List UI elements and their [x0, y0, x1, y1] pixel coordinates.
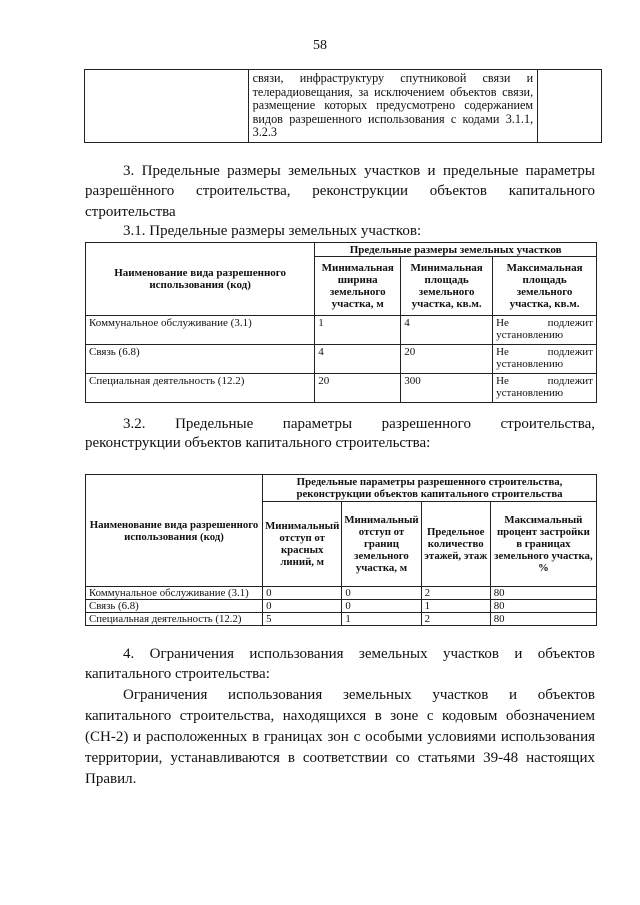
land-plot-size-table — [85, 242, 597, 403]
column-group-header: Предельные размеры земельных участков — [315, 243, 597, 257]
table-cell: 4 — [401, 316, 493, 345]
table-cell: 20 — [315, 374, 401, 403]
table-cell — [85, 70, 249, 143]
table-cell: Не подлежит установлению — [493, 374, 597, 403]
table-cell: 2 — [421, 587, 490, 600]
table-cell: 0 — [342, 600, 421, 613]
table-cell — [538, 70, 602, 143]
column-header-name: Наименование вида разрешенного использования (код) — [86, 475, 263, 587]
section-3-heading-line-2: разрешённого строительства, реконструкции объектов капитального — [85, 183, 595, 199]
table-cell: Не подлежит установлению — [493, 345, 597, 374]
table-cell: 1 — [315, 316, 401, 345]
table-cell: 2 — [421, 613, 490, 626]
column-header-name: Наименование вида разрешенного использования (код) — [86, 243, 315, 316]
table-header-row — [86, 243, 597, 257]
table-cell: 0 — [263, 600, 342, 613]
column-header-min-area: Минимальная площадь земельного участка, кв.м. — [401, 257, 493, 316]
column-group-header: Предельные параметры разрешенного строительства, реконструкции объектов капитального строительства — [263, 475, 597, 502]
table-row — [86, 613, 597, 626]
table-header-row — [86, 475, 597, 502]
table-row — [86, 600, 597, 613]
table-cell: 300 — [401, 374, 493, 403]
continuation-table — [84, 69, 602, 143]
column-header-boundaries: Минимальный отступ от границ земельного участка, м — [342, 502, 421, 587]
table-cell: 80 — [490, 613, 596, 626]
table-cell: связи, инфраструктуру спутниковой связи и телерадиовещания, за исключением объектов связи, размещение которых предусмотрено содержанием видов разрешенного использования с кодами 3.1.1, 3.2.3 — [248, 70, 538, 143]
column-header-floors: Предельное количество этажей, этаж — [421, 502, 490, 587]
table-cell: 1 — [421, 600, 490, 613]
construction-parameters-table — [85, 474, 597, 626]
table-cell: 4 — [315, 345, 401, 374]
table-row — [86, 587, 597, 600]
section-3-2-heading-line-2: реконструкции объектов капитального строительства: — [85, 435, 431, 451]
section-4-paragraph: Ограничения использования земельных участков и объектов капитального строительства, находящихся в зоне с кодовым обозначением (СН-2) и расположенных в границах зон с особыми условиями использования территории, устанавливаются в соответствии со статьями 39-48 настоящих Правил. — [85, 687, 595, 787]
table-cell: 1 — [342, 613, 421, 626]
table-cell: Связь (6.8) — [86, 600, 263, 613]
table-cell: Связь (6.8) — [86, 345, 315, 374]
table-row — [86, 374, 597, 403]
table-cell: 80 — [490, 600, 596, 613]
table-cell: 20 — [401, 345, 493, 374]
column-header-red-lines: Минимальный отступ от красных линий, м — [263, 502, 342, 587]
table-row — [85, 70, 602, 143]
table-row — [86, 316, 597, 345]
section-3-heading-line-1: 3. Предельные размеры земельных участков и предельные параметры — [123, 163, 595, 179]
table-row — [86, 345, 597, 374]
section-4-heading-line-2: капитального строительства: — [85, 666, 270, 682]
column-header-max-area: Максимальная площадь земельного участка, кв.м. — [493, 257, 597, 316]
table-cell: 0 — [342, 587, 421, 600]
table-cell: Не подлежит установлению — [493, 316, 597, 345]
table-cell: Коммунальное обслуживание (3.1) — [86, 587, 263, 600]
section-3-heading-line-3: строительства — [85, 204, 176, 220]
section-3-1-heading: 3.1. Предельные размеры земельных участков: — [123, 223, 422, 239]
page-number: 58 — [313, 38, 327, 53]
column-header-coverage: Максимальный процент застройки в границах земельного участка, % — [490, 502, 596, 587]
table-cell: 0 — [263, 587, 342, 600]
column-header-min-width: Минимальная ширина земельного участка, м — [315, 257, 401, 316]
section-3-2-heading-line-1: 3.2. Предельные параметры разрешенного строительства, — [123, 416, 595, 432]
table-cell: 5 — [263, 613, 342, 626]
table-cell: Специальная деятельность (12.2) — [86, 613, 263, 626]
table-cell: Коммунальное обслуживание (3.1) — [86, 316, 315, 345]
section-4-heading-line-1: 4. Ограничения использования земельных участков и объектов — [123, 646, 595, 662]
table-cell: Специальная деятельность (12.2) — [86, 374, 315, 403]
table-cell: 80 — [490, 587, 596, 600]
